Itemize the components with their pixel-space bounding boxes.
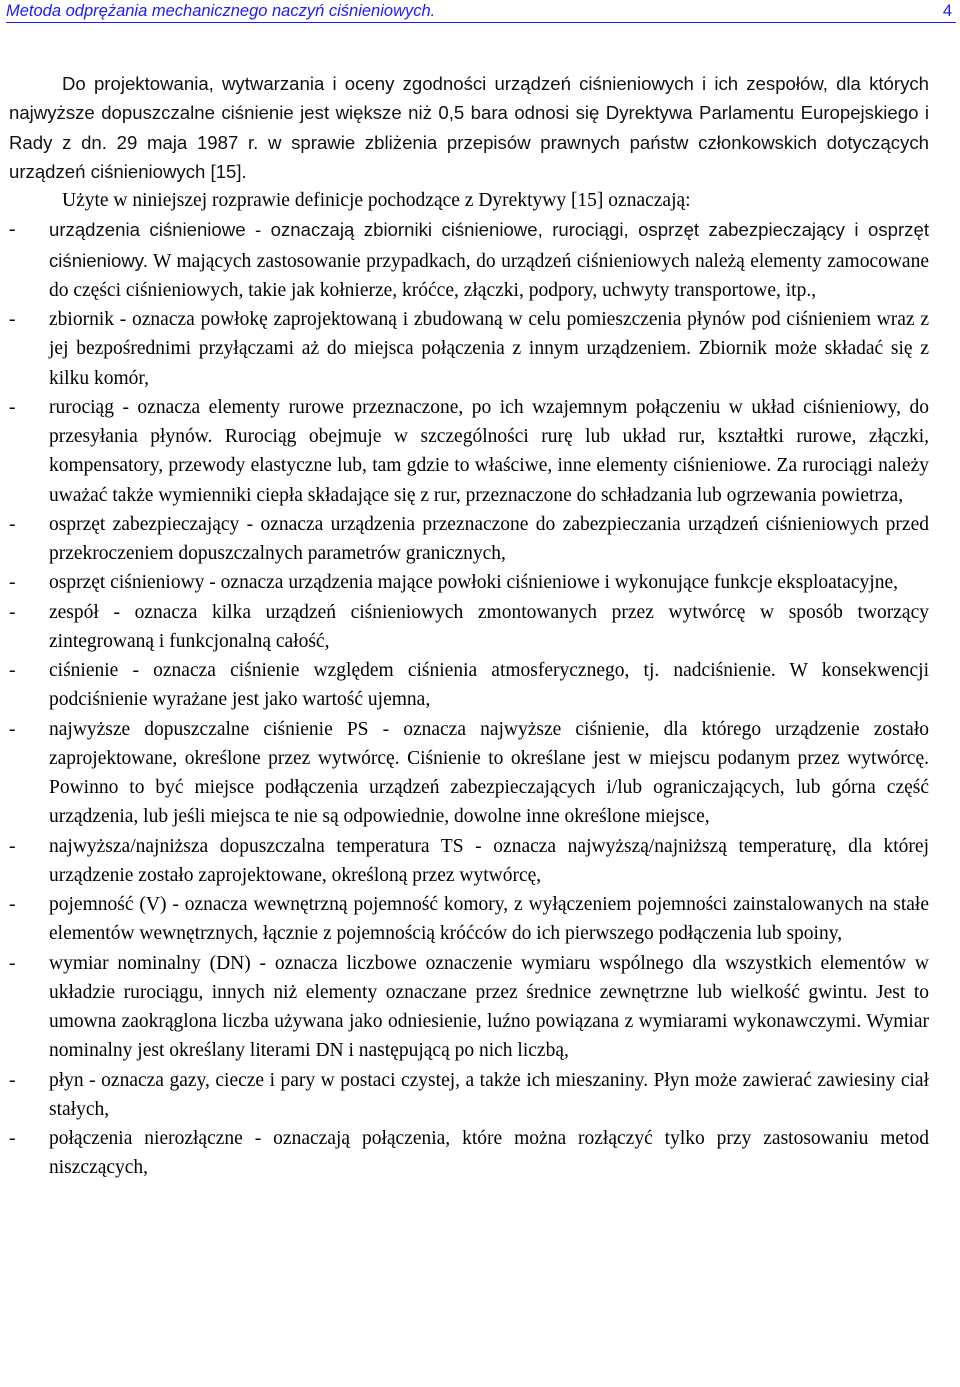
definition-item	[9, 510, 929, 569]
definition-text: najwyższa/najniższa dopuszczalna temperatura TS - oznacza najwyższą/najniższą temperaturę, dla której urządzenie zostało zaprojektowane, określoną przez wytwórcę,	[49, 835, 929, 886]
list-dash: -	[9, 1069, 16, 1091]
list-dash: -	[9, 660, 16, 681]
definition-item	[9, 832, 929, 891]
definition-text: rurociąg - oznacza elementy rurowe przeznaczone, po ich wzajemnym połączeniu w układ ciśnieniowy, do przesyłania płynów. Rurociąg obejmuje w szczególności rurę lub układ rur, kształtki rurowe, złączki, kompensatory, przewody elastyczne lub, tam gdzie to właściwe, inne elementy ciśnieniowe. Za rurociągi należy uważać także wymienniki ciepła składające się z rur, przeznaczone do schładzania lub ogrzewania powietrza,	[49, 396, 929, 506]
definition-item	[9, 1124, 929, 1183]
definition-text: osprzęt ciśnieniowy - oznacza urządzenia mające powłoki ciśnieniowe i wykonujące funkcje eksploatacyjne,	[49, 572, 898, 594]
definition-text: W mających zastosowanie przypadkach, do urządzeń ciśnieniowych należą elementy zamocowane do części ciśnieniowych, takie jak kołnierze, króćce, złączki, podpory, uchwyty transportowe, itp.,	[49, 250, 929, 301]
header-title: Metoda odprężania mechanicznego naczyń ciśnieniowych.	[6, 2, 436, 20]
definition-text: zespół - oznacza kilka urządzeń ciśnieniowych zmontowanych przez wytwórcę w sposób tworzący zintegrowaną i funkcjonalną całość,	[49, 601, 929, 652]
definition-item	[9, 598, 929, 657]
definition-text: pojemność (V) - oznacza wewnętrzną pojemność komory, z wyłączeniem pojemności zainstalowanych na stałe elementów wewnętrznych, łącznie z pojemnością króćców do ich pierwszego podłączenia lub spoiny,	[49, 894, 929, 945]
list-dash: -	[9, 572, 16, 594]
header-rule	[6, 22, 956, 23]
definition-text: płyn - oznacza gazy, ciecze i pary w postaci czystej, a także ich mieszaniny. Płyn może zawierać zawiesiny ciał stałych,	[49, 1069, 929, 1120]
definition-text: wymiar nominalny (DN) - oznacza liczbowe oznaczenie wymiaru wspólnego dla wszystkich elementów w układzie rurociągu, innych niż elementy oznaczane przez średnice zewnętrzne lub wielkość gwintu. Jest to umowna zaokrąglona liczba używana jako odniesienie, luźno powiązana z wymiarami wykonawczymi. Wymiar nominalny jest określany literami DN i następującą po nich liczbą,	[49, 952, 929, 1062]
list-dash: -	[9, 219, 16, 241]
definition-text: zbiornik - oznacza powłokę zaprojektowaną i zbudowaną w celu pomieszczenia płynów pod ciśnieniem wraz z jej bezpośrednimi przyłączami aż do miejsca połączenia z innym urządzeniem. Zbiornik może składać się z kilku komór,	[49, 309, 929, 389]
definition-item	[9, 305, 929, 393]
definition-item	[9, 568, 929, 597]
definition-sans-text: urządzenia ciśnieniowe - oznaczają zbiorniki ciśnieniowe, rurociągi, osprzęt zabezpieczający i osprzęt ciśnieniowy.	[49, 219, 929, 271]
list-dash: -	[9, 835, 16, 857]
list-dash: -	[9, 396, 16, 418]
definition-text: osprzęt zabezpieczający - oznacza urządzenia przeznaczone do zabezpieczania urządzeń ciśnieniowych przed przekroczeniem dopuszczalnych parametrów granicznych,	[49, 513, 929, 564]
definition-item	[9, 715, 929, 832]
definition-text: najwyższe dopuszczalne ciśnienie PS - oznacza najwyższe ciśnienie, dla którego urządzenie zostało zaprojektowane, określone przez wytwórcę. Ciśnienie to określane jest w miejscu podanym przez wytwórcę. Powinno to być miejsce podłączenia urządzeń zabezpieczających i/lub ograniczających, lub górna część urządzenia, lub jeśli miejsca te nie są odpowiednie, dowolne inne określone miejsce,	[49, 718, 929, 828]
definition-text: ciśnienie - oznacza ciśnienie względem ciśnienia atmosferycznego, tj. nadciśnienie. W konsekwencji podciśnienie wyrażane jest jako wartość ujemna,	[49, 660, 929, 711]
definitions-list	[9, 215, 929, 1182]
definition-item	[9, 1066, 929, 1125]
list-dash: -	[9, 513, 16, 535]
list-dash: -	[9, 1128, 16, 1149]
list-dash: -	[9, 309, 16, 330]
definition-item	[9, 393, 929, 510]
definition-item	[9, 949, 929, 1066]
page-header	[6, 0, 956, 24]
page-number: 4	[942, 2, 952, 20]
definition-text: połączenia nierozłączne - oznaczają połączenia, które można rozłączyć tylko przy zastosowaniu metod niszczących,	[49, 1128, 929, 1179]
definition-item	[9, 890, 929, 949]
document-body	[9, 69, 929, 1183]
definition-item	[9, 656, 929, 715]
definitions-lead: Użyte w niniejszej rozprawie definicje pochodzące z Dyrektywy [15] oznaczają:	[62, 190, 691, 211]
list-dash: -	[9, 894, 16, 915]
list-dash: -	[9, 952, 16, 974]
definition-item	[9, 215, 929, 305]
list-dash: -	[9, 601, 16, 623]
list-dash: -	[9, 718, 16, 740]
intro-paragraph: Do projektowania, wytwarzania i oceny zgodności urządzeń ciśnieniowych i ich zespołów, dla których najwyższe dopuszczalne ciśnienie jest większe niż 0,5 bara odnosi się Dyrektywa Parlamentu Europejskiego i Rady z dn. 29 maja 1987 r. w sprawie zbliżenia przepisów prawnych państw członkowskich dotyczących urządzeń ciśnieniowych [15].	[9, 73, 929, 182]
